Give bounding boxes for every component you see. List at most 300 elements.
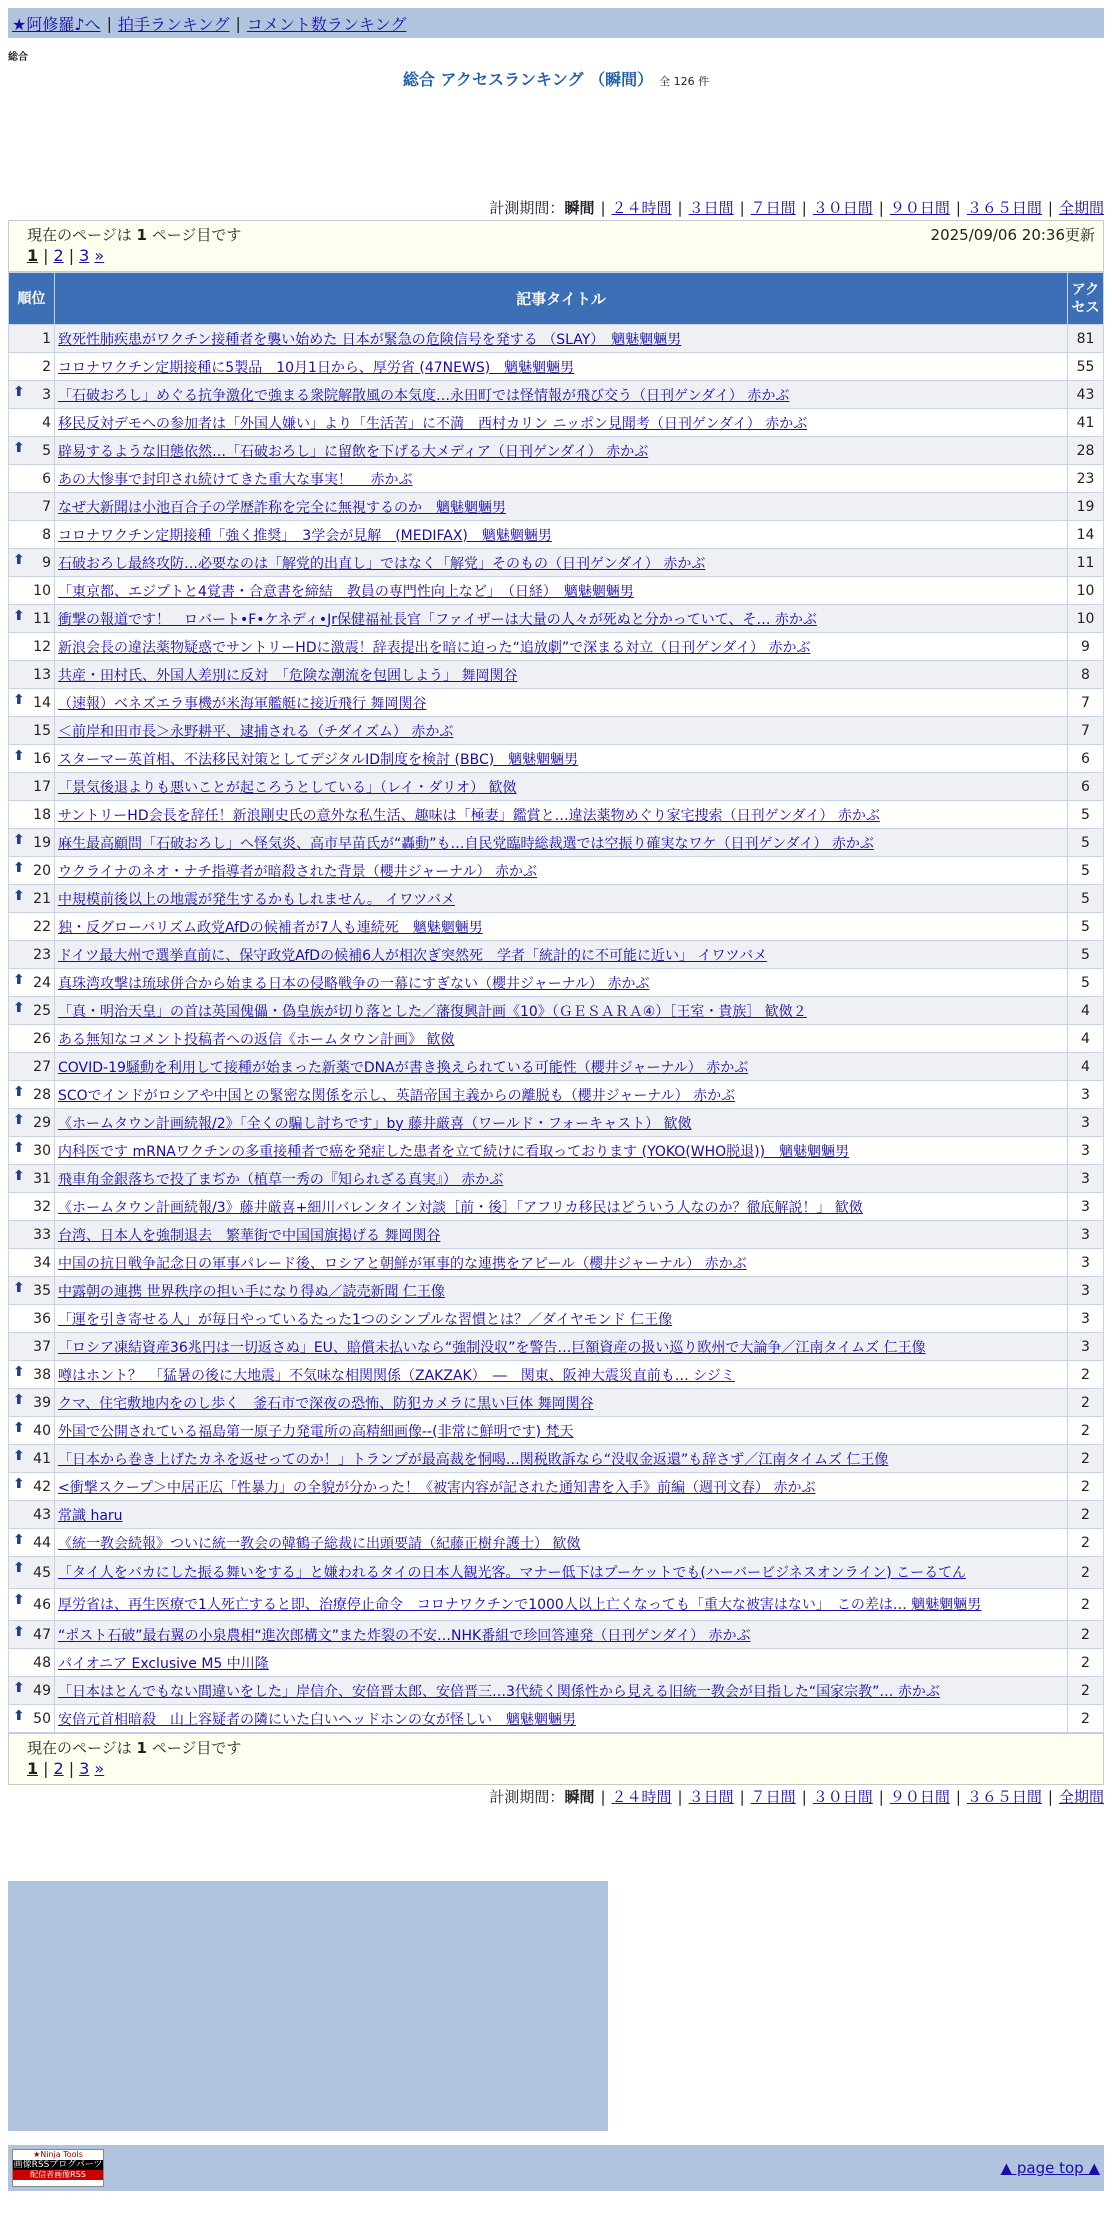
access-count: 2 xyxy=(1068,1529,1104,1557)
up-arrow-icon: ⬆ xyxy=(13,1140,25,1156)
title-cell xyxy=(55,997,1068,1025)
rank-cell xyxy=(9,521,55,549)
article-link[interactable]: 石破おろし最終攻防…必要なのは「解党的出直し」ではなく「解党」そのもの（日刊ゲンダイ） 赤かぶ xyxy=(58,555,706,572)
access-count: 43 xyxy=(1068,381,1104,409)
table-row xyxy=(9,1221,1104,1249)
rank-number: 19 xyxy=(33,834,51,851)
period-separator: | xyxy=(739,1788,745,1806)
access-count: 6 xyxy=(1068,745,1104,773)
table-row xyxy=(9,689,1104,717)
title-cell xyxy=(55,1249,1068,1277)
access-count: 5 xyxy=(1068,801,1104,829)
title-cell xyxy=(55,913,1068,941)
up-arrow-icon: ⬆ xyxy=(13,1084,25,1100)
period-separator: | xyxy=(600,199,606,217)
period-link-1[interactable]: ２４時間 xyxy=(611,199,672,217)
article-link[interactable]: 《統一教会続報》ついに統一教会の韓鶴子総裁に出頭要請（紀藤正樹弁護士） 歓傚 xyxy=(58,1535,581,1552)
rank-cell xyxy=(9,409,55,437)
rank-cell xyxy=(9,1053,55,1081)
home-link[interactable]: ★阿修羅♪へ xyxy=(12,14,101,34)
access-count: 23 xyxy=(1068,465,1104,493)
footer xyxy=(8,2145,1104,2191)
period-separator: | xyxy=(739,199,745,217)
article-link[interactable]: 「石破おろし」めぐる抗争激化で強まる衆院解散風の本気度…永田町では怪情報が飛び交う（日刊ゲンダイ） 赤かぶ xyxy=(58,387,790,404)
table-row xyxy=(9,521,1104,549)
period-link-7[interactable]: 全期間 xyxy=(1058,1788,1104,1806)
article-link[interactable]: ドイツ最大州で選挙直前に、保守政党AfDの候補6人が相次ぎ突然死 学者「統計的に不可能に近い」 イワツバメ xyxy=(58,947,768,964)
period-link-4[interactable]: ３０日間 xyxy=(812,199,873,217)
table-row xyxy=(9,577,1104,605)
title-cell xyxy=(55,745,1068,773)
table-row xyxy=(9,1445,1104,1473)
access-count: 28 xyxy=(1068,437,1104,465)
article-link[interactable]: 独・反グローバリズム政党AfDの候補者が7人も連続死 魑魅魍魎男 xyxy=(58,919,483,936)
rank-number: 4 xyxy=(42,414,51,431)
pager-top xyxy=(8,220,1104,272)
access-count: 3 xyxy=(1068,1109,1104,1137)
period-link-2[interactable]: ３日間 xyxy=(688,1788,734,1806)
table-row xyxy=(9,1649,1104,1677)
article-link[interactable]: 《ホームタウン計画続報/2》「全くの騙し討ちです」by 藤井厳喜（ワールド・フォーキャスト） 歓傚 xyxy=(58,1115,692,1132)
period-link-6[interactable]: ３６５日間 xyxy=(966,1788,1042,1806)
rank-number: 11 xyxy=(33,610,51,627)
article-link[interactable]: 中露朝の連携 世界秩序の担い手になり得ぬ／読売新聞 仁王像 xyxy=(58,1283,445,1300)
ninja-logo[interactable] xyxy=(12,2149,104,2187)
status-current-page: 1 xyxy=(136,226,147,244)
title-cell xyxy=(55,1137,1068,1165)
rank-number: 49 xyxy=(33,1682,51,1699)
pager-status xyxy=(27,1738,241,1758)
title-cell xyxy=(55,885,1068,913)
access-count: 2 xyxy=(1068,1677,1104,1705)
period-separator: | xyxy=(878,199,884,217)
pager-links xyxy=(27,1758,1095,1780)
article-link[interactable]: “ポスト石破”最右翼の小泉農相“進次郎構文”また炸裂の不安…NHK番組で珍回答連発（日刊ゲンダイ） 赤かぶ xyxy=(58,1627,751,1644)
access-count: 19 xyxy=(1068,493,1104,521)
title-cell xyxy=(55,1053,1068,1081)
up-arrow-icon: ⬆ xyxy=(13,1420,25,1436)
logo-top: ★Ninja Tools xyxy=(33,2150,83,2159)
period-link-3[interactable]: ７日間 xyxy=(750,1788,796,1806)
table-row xyxy=(9,1081,1104,1109)
article-link[interactable]: 「東京都、エジプトと4覚書・合意書を締結 教員の専門性向上など」 （日経） 魑魅魍魎男 xyxy=(58,583,634,600)
rank-number: 17 xyxy=(33,778,51,795)
title-cell xyxy=(55,1081,1068,1109)
title-cell xyxy=(55,1621,1068,1649)
title-cell xyxy=(55,1165,1068,1193)
up-arrow-icon: ⬆ xyxy=(13,1476,25,1492)
rank-header: 順位 xyxy=(9,273,55,325)
access-count: 6 xyxy=(1068,773,1104,801)
up-arrow-icon: ⬆ xyxy=(13,748,25,764)
page-link-3[interactable]: 3 xyxy=(79,1759,90,1778)
article-link[interactable]: 「日本から巻き上げたカネを返せってのか！」トランプが最高裁を恫喝…関税敗訴なら“没収金返還”も辞さず／江南タイムズ 仁王像 xyxy=(58,1451,889,1468)
rank-number: 39 xyxy=(33,1394,51,1411)
table-row xyxy=(9,1193,1104,1221)
article-link[interactable]: 「真・明治天皇」の首は英国傀儡・偽皇族が切り落とした／藩復興計画《10》（ＧＥＳＡＲＡ④）［王室・貴族］ 歓傚２ xyxy=(58,1003,807,1020)
up-arrow-icon: ⬆ xyxy=(13,832,25,848)
article-link[interactable]: ＜前岸和田市長＞永野耕平、逮捕される（チダイズム） 赤かぶ xyxy=(58,723,454,740)
pager-separator: | xyxy=(68,1759,75,1778)
access-count: 2 xyxy=(1068,1501,1104,1529)
up-arrow-icon: ⬆ xyxy=(13,1000,25,1016)
article-link[interactable]: 移民反対デモへの参加者は「外国人嫌い」より「生活苦」に不満 西村カリン ニッポン見聞考（日刊ゲンダイ） 赤かぶ xyxy=(58,415,808,432)
up-arrow-icon: ⬆ xyxy=(13,1708,25,1724)
article-link[interactable]: 噂はホント？ 「猛暑の後に大地震」不気味な相関関係（ZAKZAK） ― 関東、阪神大震災直前も… シジミ xyxy=(58,1367,735,1384)
rank-number: 9 xyxy=(42,554,51,571)
rank-number: 12 xyxy=(33,638,51,655)
article-link[interactable]: 「景気後退よりも悪いことが起ころうとしている」（レイ・ダリオ） 歓傚 xyxy=(58,779,517,796)
title-cell xyxy=(55,577,1068,605)
access-count: 10 xyxy=(1068,577,1104,605)
access-count: 3 xyxy=(1068,1305,1104,1333)
rank-cell xyxy=(9,857,55,885)
rank-cell xyxy=(9,1277,55,1305)
up-arrow-icon: ⬆ xyxy=(13,1560,25,1576)
rank-cell xyxy=(9,1193,55,1221)
rank-cell xyxy=(9,605,55,633)
article-link[interactable]: 内科医です mRNAワクチンの多重接種者で癌を発症した患者を立て続けに看取っております (YOKO(WHO脱退)) 魑魅魍魎男 xyxy=(58,1143,850,1160)
rank-cell xyxy=(9,1557,55,1589)
title-cell xyxy=(55,829,1068,857)
clap-ranking-link[interactable]: 拍手ランキング xyxy=(117,14,230,34)
article-link[interactable]: 真珠湾攻撃は琉球併合から始まる日本の侵略戦争の一幕にすぎない（櫻井ジャーナル） 赤かぶ xyxy=(58,975,650,992)
rank-number: 28 xyxy=(33,1086,51,1103)
title-cell xyxy=(55,1557,1068,1589)
title-cell xyxy=(55,717,1068,745)
access-count: 7 xyxy=(1068,689,1104,717)
rank-number: 24 xyxy=(33,974,51,991)
article-link[interactable]: 安倍元首相暗殺 山上容疑者の隣にいた白いヘッドホンの女が怪しい 魑魅魍魎男 xyxy=(58,1711,576,1728)
period-link-1[interactable]: ２４時間 xyxy=(611,1788,672,1806)
title-cell xyxy=(55,1109,1068,1137)
table-row xyxy=(9,1589,1104,1621)
table-row xyxy=(9,1389,1104,1417)
article-link[interactable]: クマ、住宅敷地内をのし歩く 釜石市で深夜の恐怖、防犯カメラに黒い巨体 舞岡関谷 xyxy=(58,1395,594,1412)
rank-number: 23 xyxy=(33,946,51,963)
access-count: 4 xyxy=(1068,1053,1104,1081)
access-count: 3 xyxy=(1068,1137,1104,1165)
rank-number: 31 xyxy=(33,1170,51,1187)
table-row xyxy=(9,1137,1104,1165)
rank-cell xyxy=(9,1361,55,1389)
access-count: 3 xyxy=(1068,1333,1104,1361)
access-count: 2 xyxy=(1068,1417,1104,1445)
table-row xyxy=(9,829,1104,857)
rank-number: 47 xyxy=(33,1626,51,1643)
rank-number: 42 xyxy=(33,1478,51,1495)
access-count: 5 xyxy=(1068,829,1104,857)
table-row xyxy=(9,745,1104,773)
up-arrow-icon: ⬆ xyxy=(13,1680,25,1696)
access-count: 3 xyxy=(1068,1249,1104,1277)
category-label: 総合 xyxy=(8,52,28,63)
rank-cell xyxy=(9,1677,55,1705)
table-row xyxy=(9,549,1104,577)
rank-cell xyxy=(9,1165,55,1193)
article-link[interactable]: 衝撃の報道です！ ロバート•F•ケネディ•Jr保健福祉長官「ファイザーは大量の人々が死ぬと分かっていて、そ… 赤かぶ xyxy=(58,611,817,628)
title-cell xyxy=(55,1529,1068,1557)
title-cell xyxy=(55,521,1068,549)
title-header: 記事タイトル xyxy=(55,273,1068,325)
rank-cell xyxy=(9,829,55,857)
rank-number: 15 xyxy=(33,722,51,739)
period-link-5[interactable]: ９０日間 xyxy=(889,199,950,217)
table-row xyxy=(9,1705,1104,1733)
period-separator: | xyxy=(878,1788,884,1806)
article-link[interactable]: <衝撃スクープ＞中居正広「性暴力」の全貌が分かった！《被害内容が記された通知書を入手》前編（週刊文春） 赤かぶ xyxy=(58,1479,816,1496)
page-link-2[interactable]: 2 xyxy=(53,1759,64,1778)
article-link[interactable]: 外国で公開されている福島第一原子力発電所の高精細画像--(非常に鮮明です) 梵天 xyxy=(58,1423,574,1440)
up-arrow-icon: ⬆ xyxy=(13,1364,25,1380)
title-cell xyxy=(55,1305,1068,1333)
access-count: 3 xyxy=(1068,1277,1104,1305)
article-link[interactable]: 中国の抗日戦争記念日の軍事パレード後、ロシアと朝鮮が軍事的な連携をアピール（櫻井ジャーナル） 赤かぶ xyxy=(58,1255,747,1272)
title-cell xyxy=(55,801,1068,829)
title-cell xyxy=(55,1473,1068,1501)
access-count: 5 xyxy=(1068,913,1104,941)
article-link[interactable]: 麻生最高顧問「石破おろし」へ怪気炎、高市早苗氏が“轟動”も…自民党臨時総裁選では空振り確実なワケ（日刊ゲンダイ） 赤かぶ xyxy=(58,835,874,852)
rank-cell xyxy=(9,1081,55,1109)
article-link[interactable]: 《ホームタウン計画続報/3》藤井厳喜+細川バレンタイン対談［前・後］「アフリカ移民はどういう人なのか？徹底解説！」 歓傚 xyxy=(58,1199,863,1216)
rank-number: 13 xyxy=(33,666,51,683)
title-cell xyxy=(55,1277,1068,1305)
title-cell xyxy=(55,605,1068,633)
rank-cell xyxy=(9,969,55,997)
rank-cell xyxy=(9,1221,55,1249)
article-link[interactable]: サントリーHD会長を辞任！新浪剛史氏の意外な私生活、趣味は「極妻」鑑賞と…違法薬物めぐり家宅捜索（日刊ゲンダイ） 赤かぶ xyxy=(58,807,880,824)
rank-cell xyxy=(9,1445,55,1473)
rank-number: 10 xyxy=(33,582,51,599)
pager-separator: | xyxy=(68,246,75,265)
article-link[interactable]: 致死性肺疾患がワクチン接種者を襲い始めた 日本が緊急の危険信号を発する （SLAY） 魑魅魍魎男 xyxy=(58,331,682,348)
rank-cell xyxy=(9,437,55,465)
rank-cell xyxy=(9,1025,55,1053)
access-count: 5 xyxy=(1068,969,1104,997)
period-link-5[interactable]: ９０日間 xyxy=(889,1788,950,1806)
table-row xyxy=(9,1249,1104,1277)
table-row xyxy=(9,465,1104,493)
access-count: 2 xyxy=(1068,1389,1104,1417)
title-cell xyxy=(55,409,1068,437)
rank-cell xyxy=(9,997,55,1025)
title-cell xyxy=(55,1333,1068,1361)
rank-number: 29 xyxy=(33,1114,51,1131)
article-link[interactable]: 「運を引き寄せる人」が毎日やっているたった1つのシンプルな習慣とは？／ダイヤモンド 仁王像 xyxy=(58,1311,673,1328)
rank-cell xyxy=(9,801,55,829)
table-row xyxy=(9,353,1104,381)
rank-number: 35 xyxy=(33,1282,51,1299)
total-count: 全 126 件 xyxy=(659,75,710,88)
title-cell xyxy=(55,465,1068,493)
table-row xyxy=(9,885,1104,913)
title-cell xyxy=(55,1417,1068,1445)
rank-number: 44 xyxy=(33,1534,51,1551)
article-link[interactable]: なぜ大新聞は小池百合子の学歴詐称を完全に無視するのか 魑魅魍魎男 xyxy=(58,499,506,516)
article-link[interactable]: COVID-19騒動を利用して接種が始まった新薬でDNAが書き換えられている可能性（櫻井ジャーナル） 赤かぶ xyxy=(58,1059,749,1076)
table-row xyxy=(9,857,1104,885)
rank-number: 46 xyxy=(33,1596,51,1613)
title-cell xyxy=(55,493,1068,521)
rank-number: 25 xyxy=(33,1002,51,1019)
top-nav xyxy=(8,8,1104,38)
access-count: 5 xyxy=(1068,941,1104,969)
article-link[interactable]: 「ロシア凍結資産36兆円は一切返さぬ」EU、賠償未払いなら“強制没収”を警告…巨額資産の扱い巡り欧州で大論争／江南タイムズ 仁王像 xyxy=(58,1339,926,1356)
title-cell xyxy=(55,549,1068,577)
nav-separator: | xyxy=(235,13,241,33)
article-link[interactable]: パイオニア Exclusive M5 中川隆 xyxy=(58,1655,269,1672)
article-link[interactable]: 中規模前後以上の地震が発生するかもしれません。 イワツバメ xyxy=(58,891,456,908)
article-link[interactable]: 「日本はとんでもない間違いをした」岸信介、安倍晋太郎、安倍晋三…3代続く関係性から見える旧統一教会が目指した“国家宗教”… 赤かぶ xyxy=(58,1683,940,1700)
table-row xyxy=(9,381,1104,409)
status-prefix: 現在のページは xyxy=(27,226,132,244)
article-link[interactable]: コロナワクチン定期接種に5製品 10月1日から、厚労省 (47NEWS) 魑魅魍魎男 xyxy=(58,359,575,376)
period-link-6[interactable]: ３６５日間 xyxy=(966,199,1042,217)
access-count: 2 xyxy=(1068,1621,1104,1649)
rank-cell xyxy=(9,689,55,717)
rank-number: 22 xyxy=(33,918,51,935)
article-link[interactable]: 「タイ人をバカにした振る舞いをする」と嫌われるタイの日本人観光客。マナー低下はプーケットでも(ハーバービジネスオンライン) こーるてん xyxy=(58,1564,967,1581)
rank-cell xyxy=(9,465,55,493)
article-link[interactable]: 厚労省は、再生医療で1人死亡すると即、治療停止命令 コロナワクチンで1000人以上亡くなっても「重大な被害はない」 この差は… 魑魅魍魎男 xyxy=(58,1596,982,1613)
article-link[interactable]: 常識 haru xyxy=(58,1507,123,1524)
period-link-4[interactable]: ３０日間 xyxy=(812,1788,873,1806)
rank-cell xyxy=(9,773,55,801)
access-count: 7 xyxy=(1068,717,1104,745)
rank-number: 37 xyxy=(33,1338,51,1355)
table-row xyxy=(9,1025,1104,1053)
page-link-3[interactable]: 3 xyxy=(79,246,90,265)
title-cell xyxy=(55,1501,1068,1529)
access-count: 11 xyxy=(1068,549,1104,577)
period-link-7[interactable]: 全期間 xyxy=(1058,199,1104,217)
table-row xyxy=(9,1305,1104,1333)
article-link[interactable]: 共産・田村氏、外国人差別に反対 「危険な潮流を包囲しよう」 舞岡関谷 xyxy=(58,667,518,684)
title-cell xyxy=(55,381,1068,409)
page-current: 1 xyxy=(27,246,39,265)
article-link[interactable]: あの大惨事で封印され続けてきた重大な事実！ 赤かぶ xyxy=(58,471,413,488)
up-arrow-icon: ⬆ xyxy=(13,608,25,624)
page-link-»[interactable]: » xyxy=(94,1759,105,1778)
period-separator: | xyxy=(801,1788,807,1806)
up-arrow-icon: ⬆ xyxy=(13,1592,25,1608)
article-link[interactable]: スターマー英首相、不法移民対策としてデジタルID制度を検討 (BBC) 魑魅魍魎男 xyxy=(58,751,579,768)
status-suffix: ページ目です xyxy=(151,226,242,244)
rank-cell xyxy=(9,1417,55,1445)
nav-separator: | xyxy=(106,13,112,33)
access-count: 2 xyxy=(1068,1589,1104,1621)
rank-cell xyxy=(9,1529,55,1557)
rank-cell xyxy=(9,1333,55,1361)
table-row xyxy=(9,1529,1104,1557)
period-label: 計測期間： xyxy=(489,1788,565,1806)
up-arrow-icon: ⬆ xyxy=(13,1392,25,1408)
article-link[interactable]: コロナワクチン定期接種「強く推奨」 3学会が見解 (MEDIFAX) 魑魅魍魎男 xyxy=(58,527,552,544)
pager-status-row xyxy=(27,1738,1095,1758)
title-cell xyxy=(55,1677,1068,1705)
table-row xyxy=(9,1501,1104,1529)
page-top-link[interactable]: ▲ page top ▲ xyxy=(1000,2159,1100,2177)
access-count: 3 xyxy=(1068,1165,1104,1193)
up-arrow-icon: ⬆ xyxy=(13,1280,25,1296)
rank-number: 36 xyxy=(33,1310,51,1327)
page-link-2[interactable]: 2 xyxy=(53,246,64,265)
table-row xyxy=(9,717,1104,745)
pager-links xyxy=(27,245,1095,267)
article-link[interactable]: 新浪会長の違法薬物疑惑でサントリーHDに激震！辞表提出を暗に迫った“追放劇”で深まる対立（日刊ゲンダイ） 赤かぶ xyxy=(58,639,811,656)
up-arrow-icon: ⬆ xyxy=(13,1112,25,1128)
article-link[interactable]: ウクライナのネオ・ナチ指導者が暗殺された背景（櫻井ジャーナル） 赤かぶ xyxy=(58,863,538,880)
period-link-2[interactable]: ３日間 xyxy=(688,199,734,217)
rank-cell xyxy=(9,1501,55,1529)
rank-cell xyxy=(9,549,55,577)
rank-number: 32 xyxy=(33,1198,51,1215)
table-row xyxy=(9,1677,1104,1705)
rank-cell xyxy=(9,1705,55,1733)
page-title: 総合 アクセスランキング （瞬間） xyxy=(402,70,654,89)
access-count: 4 xyxy=(1068,1025,1104,1053)
rank-cell xyxy=(9,381,55,409)
up-arrow-icon: ⬆ xyxy=(13,384,25,400)
pager-bottom xyxy=(8,1733,1104,1785)
title-cell xyxy=(55,1025,1068,1053)
title-cell xyxy=(55,1589,1068,1621)
access-count: 81 xyxy=(1068,325,1104,353)
page-link-»[interactable]: » xyxy=(94,246,105,265)
table-row xyxy=(9,773,1104,801)
rank-cell xyxy=(9,661,55,689)
access-count: 3 xyxy=(1068,1221,1104,1249)
rank-cell xyxy=(9,1621,55,1649)
period-separator: | xyxy=(1047,1788,1053,1806)
article-link[interactable]: 台湾、日本人を強制退去 繁華街で中国国旗掲げる 舞岡関谷 xyxy=(58,1227,441,1244)
rank-number: 38 xyxy=(33,1366,51,1383)
rank-number: 20 xyxy=(33,862,51,879)
period-link-3[interactable]: ７日間 xyxy=(750,199,796,217)
rank-cell xyxy=(9,885,55,913)
title-cell xyxy=(55,969,1068,997)
title-cell xyxy=(55,1221,1068,1249)
article-link[interactable]: ある無知なコメント投稿者への返信《ホームタウン計画》 歓傚 xyxy=(58,1031,455,1048)
rank-cell xyxy=(9,1473,55,1501)
rank-number: 33 xyxy=(33,1226,51,1243)
rank-number: 21 xyxy=(33,890,51,907)
article-link[interactable]: SCOでインドがロシアや中国との緊密な関係を示し、英語帝国主義からの離脱も（櫻井ジャーナル） 赤かぶ xyxy=(58,1087,736,1104)
title-cell xyxy=(55,1705,1068,1733)
period-separator: | xyxy=(677,199,683,217)
access-count: 41 xyxy=(1068,409,1104,437)
period-nav-bottom xyxy=(8,1785,1104,1809)
comment-ranking-link[interactable]: コメント数ランキング xyxy=(246,14,407,34)
period-label: 計測期間： xyxy=(489,199,565,217)
table-row xyxy=(9,1165,1104,1193)
article-link[interactable]: （速報）ベネズエラ事機が米海軍艦艇に接近飛行 舞岡関谷 xyxy=(58,695,427,712)
access-count: 2 xyxy=(1068,1445,1104,1473)
rank-cell xyxy=(9,1109,55,1137)
period-current: 瞬間 xyxy=(564,1788,595,1806)
title-cell xyxy=(55,1649,1068,1677)
title-cell xyxy=(55,661,1068,689)
table-row xyxy=(9,1361,1104,1389)
article-link[interactable]: 辟易するような旧態依然…「石破おろし」に留飲を下げる大メディア（日刊ゲンダイ） 赤かぶ xyxy=(58,443,649,460)
article-link[interactable]: 飛車角金銀落ちで投了まぢか（植草一秀の『知られざる真実』） 赤かぶ xyxy=(58,1171,504,1188)
rank-number: 5 xyxy=(42,442,51,459)
title-cell xyxy=(55,1389,1068,1417)
rank-number: 45 xyxy=(33,1564,51,1581)
rank-number: 7 xyxy=(42,498,51,515)
table-row xyxy=(9,801,1104,829)
title-cell xyxy=(55,437,1068,465)
